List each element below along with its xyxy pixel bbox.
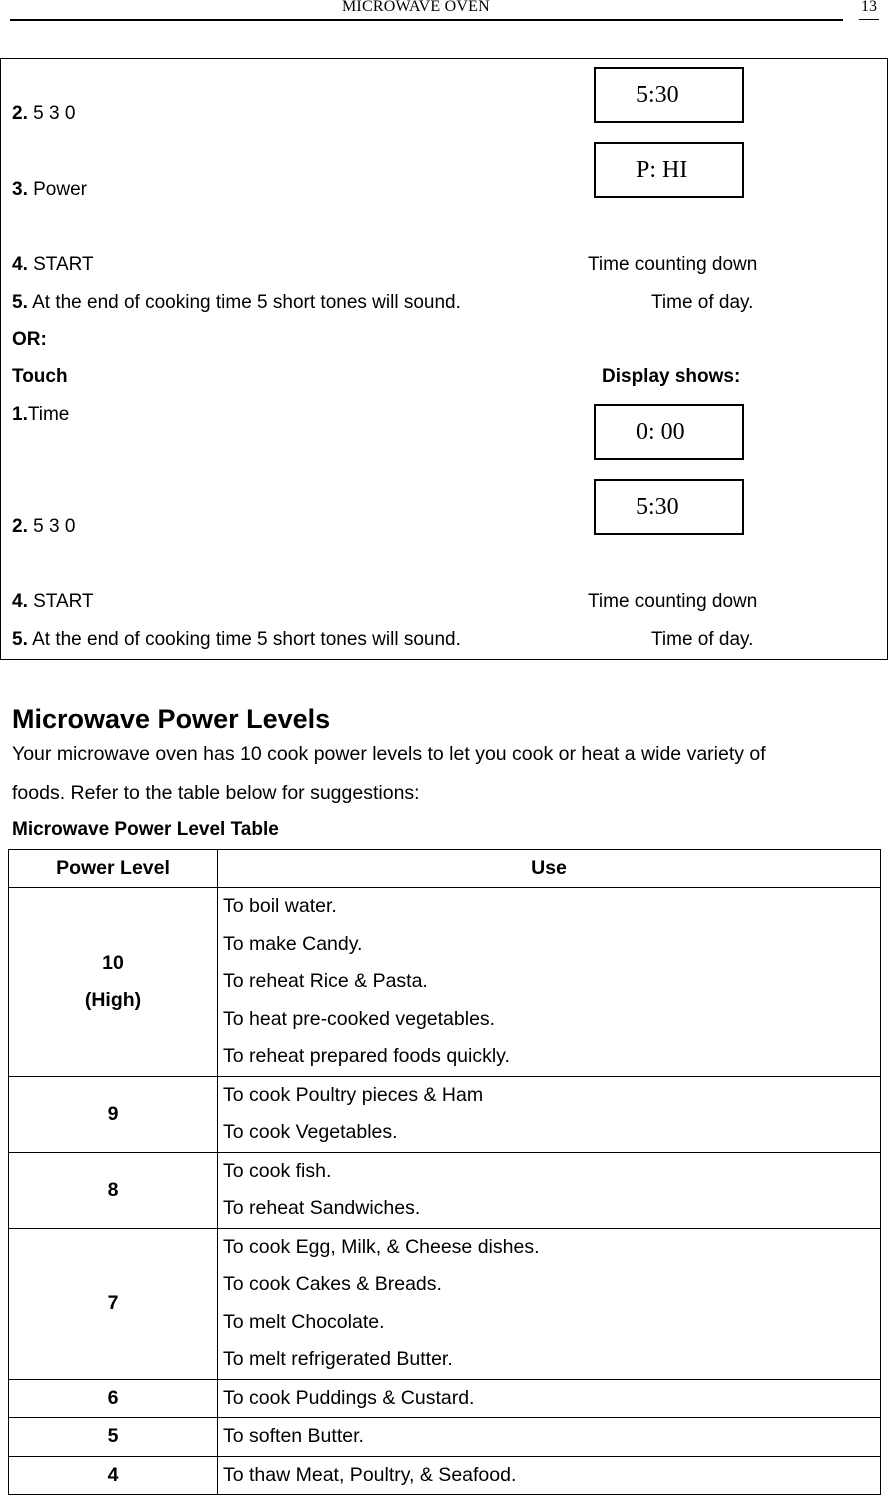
header-rule <box>10 19 843 21</box>
use-line: To cook Puddings & Custard. <box>223 1386 475 1409</box>
power-level-value: 6 <box>9 1379 218 1418</box>
page-number-rule <box>859 19 879 20</box>
use-line: To reheat Rice & Pasta. <box>223 970 428 992</box>
table-row <box>9 1418 881 1457</box>
page-number: 13 <box>861 0 877 15</box>
display-panel: 0: 00 <box>594 404 744 460</box>
step-a-4: 4. START <box>12 254 94 275</box>
use-line: To cook Cakes & Breads. <box>223 1273 442 1295</box>
step-a-3: 3. Power <box>12 179 87 200</box>
table-header-row <box>9 850 881 888</box>
use-cell <box>218 1228 881 1379</box>
table-row <box>9 1379 881 1418</box>
page-header-title: MICROWAVE OVEN <box>342 0 490 15</box>
power-level-cell <box>9 888 218 1077</box>
use-line: To reheat prepared foods quickly. <box>223 1045 510 1067</box>
use-line: To soften Butter. <box>223 1425 364 1447</box>
use-cell <box>218 1379 881 1418</box>
use-line: To cook Vegetables. <box>223 1121 398 1143</box>
column-header-use: Use <box>218 850 881 888</box>
use-line: To melt Chocolate. <box>223 1310 385 1333</box>
touch-label: Touch <box>12 366 68 387</box>
use-line: To cook Poultry pieces & Ham <box>223 1083 484 1106</box>
use-cell <box>218 1456 881 1495</box>
use-line: To boil water. <box>223 895 337 917</box>
or-label: OR: <box>12 329 47 350</box>
use-line: To heat pre-cooked vegetables. <box>223 1007 496 1030</box>
intro-line-2: foods. Refer to the table below for suggestions: <box>12 782 420 804</box>
power-level-value: 9 <box>9 1076 218 1152</box>
step-a-5-display-text: Time of day. <box>651 292 754 313</box>
display-panel: 5:30 <box>594 67 744 123</box>
use-line: To cook fish. <box>223 1159 332 1182</box>
use-line: To make Candy. <box>223 932 363 955</box>
step-a-2: 2. 5 3 0 <box>12 103 76 124</box>
power-level-value: 8 <box>9 1152 218 1228</box>
use-line: To cook Egg, Milk, & Cheese dishes. <box>223 1235 540 1258</box>
display-shows-label: Display shows: <box>602 366 741 387</box>
table-title: Microwave Power Level Table <box>12 819 279 840</box>
table-row <box>9 888 881 1077</box>
table-row <box>9 1076 881 1152</box>
use-cell <box>218 1152 881 1228</box>
display-panel: 5:30 <box>594 479 744 535</box>
power-level-value: 7 <box>9 1228 218 1379</box>
step-a-4-display-text: Time counting down <box>588 254 758 275</box>
power-level-table <box>8 849 881 1495</box>
intro-line-1: Your microwave oven has 10 cook power levels to let you cook or heat a wide variety of <box>12 743 766 765</box>
section-heading: Microwave Power Levels <box>12 704 331 734</box>
use-line: To thaw Meat, Poultry, & Seafood. <box>223 1463 517 1486</box>
step-b-4-display-text: Time counting down <box>588 591 758 612</box>
step-b-5-display-text: Time of day. <box>651 629 754 650</box>
use-cell <box>218 1418 881 1457</box>
step-a-5: 5. At the end of cooking time 5 short tones will sound. <box>12 292 461 313</box>
table-row <box>9 1228 881 1379</box>
use-cell <box>218 888 881 1077</box>
power-level-value: 4 <box>9 1456 218 1495</box>
use-cell <box>218 1076 881 1152</box>
display-panel: P: HI <box>594 142 744 198</box>
table-row <box>9 1152 881 1228</box>
step-b-1: 1.Time <box>12 404 70 425</box>
power-level-sub: (High) <box>84 988 142 1011</box>
use-line: To melt refrigerated Butter. <box>223 1348 453 1370</box>
table-row <box>9 1456 881 1495</box>
instruction-box <box>0 58 888 660</box>
step-b-5: 5. At the end of cooking time 5 short tones will sound. <box>12 629 461 650</box>
power-level-value: 5 <box>9 1418 218 1457</box>
use-line: To reheat Sandwiches. <box>223 1197 421 1219</box>
step-b-4: 4. START <box>12 591 94 612</box>
power-level-value: 10 <box>102 951 124 974</box>
column-header-power-level: Power Level <box>9 850 218 888</box>
step-b-2: 2. 5 3 0 <box>12 516 76 537</box>
